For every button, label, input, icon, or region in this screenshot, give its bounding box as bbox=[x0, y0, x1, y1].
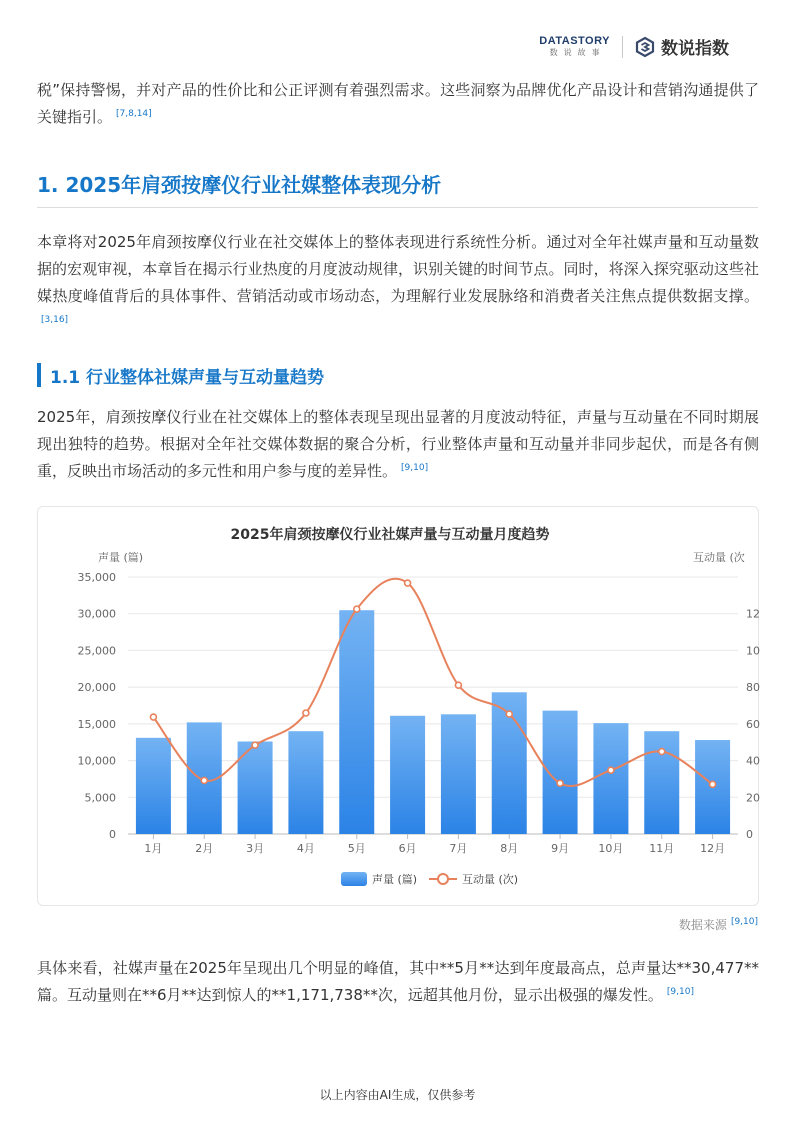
volume-bar[interactable] bbox=[339, 610, 374, 834]
chart-legend bbox=[341, 872, 518, 886]
section-1-1-text: 2025年，肩颈按摩仪行业在社交媒体上的整体表现呈现出显著的月度波动特征，声量与互动量在不同时期展现出独特的趋势。根据对全年社交媒体数据的聚合分析，行业整体声量和互动量并非同步起伏，而是各有侧重，反映出市场活动的多元性和用户参与度的差异性。 bbox=[37, 408, 759, 480]
section-1-ref[interactable]: [3,16] bbox=[41, 315, 69, 325]
interaction-point[interactable] bbox=[557, 780, 563, 786]
intro-paragraph bbox=[37, 77, 759, 131]
interaction-point[interactable] bbox=[354, 606, 360, 612]
y2-tick-label: 40 bbox=[746, 754, 760, 768]
y-tick-label: 15,000 bbox=[77, 717, 116, 731]
header-logos bbox=[539, 34, 729, 59]
y-tick-label: 30,000 bbox=[77, 607, 116, 621]
datastory-logo bbox=[539, 36, 610, 57]
volume-bar[interactable] bbox=[441, 714, 476, 834]
interaction-point[interactable] bbox=[608, 767, 614, 773]
section-1-text: 本章将对2025年肩颈按摩仪行业在社交媒体上的整体表现进行系统性分析。通过对全年社媒声量和互动量数据的宏观审视，本章旨在揭示行业热度的月度波动规律，识别关键的时间节点。同时，将深入探究驱动这些社媒热度峰值背后的具体事件、营销活动或市场动态，为理解行业发展脉络和消费者关注焦点提供数据支撑。 bbox=[37, 233, 759, 305]
x-tick-label: 12月 bbox=[700, 842, 726, 855]
intro-text: 税”保持警惕，并对产品的性价比和公正评测有着强烈需求。这些洞察为品牌优化产品设计和营销沟通提供了关键指引。 bbox=[37, 81, 759, 126]
section-1-1-paragraph bbox=[37, 404, 759, 485]
x-tick-label: 10月 bbox=[598, 842, 624, 855]
detail-ref[interactable]: [9,10] bbox=[666, 987, 694, 997]
y-axis-label: 声量 (篇) bbox=[98, 551, 144, 564]
datastory-logo-cn: 数说故事 bbox=[549, 48, 606, 57]
volume-bar[interactable] bbox=[288, 731, 323, 834]
interaction-point[interactable] bbox=[506, 711, 512, 717]
x-tick-label: 6月 bbox=[398, 842, 417, 855]
legend-volume[interactable]: 声量 (篇) bbox=[372, 873, 418, 886]
section-1-title: 1. 2025年肩颈按摩仪行业社媒整体表现分析 bbox=[37, 173, 442, 197]
x-tick-label: 11月 bbox=[649, 842, 675, 855]
source-ref[interactable]: [9,10] bbox=[730, 917, 758, 927]
volume-bar[interactable] bbox=[136, 738, 171, 834]
trend-chart bbox=[38, 507, 758, 905]
y-tick-label: 25,000 bbox=[77, 644, 116, 658]
interaction-line bbox=[153, 579, 712, 786]
x-tick-label: 4月 bbox=[296, 842, 315, 855]
section-1-1-accent-bar bbox=[37, 363, 41, 387]
y2-tick-label: 10 bbox=[746, 644, 760, 658]
x-tick-label: 9月 bbox=[551, 842, 570, 855]
interaction-point[interactable] bbox=[252, 742, 258, 748]
detail-paragraph bbox=[37, 955, 759, 1009]
shuoshuo-index-logo bbox=[635, 34, 729, 59]
interaction-point[interactable] bbox=[303, 710, 309, 716]
header-divider bbox=[622, 36, 623, 58]
x-tick-label: 8月 bbox=[500, 842, 519, 855]
footer-disclaimer: 以上内容由AI生成，仅供参考 bbox=[319, 1088, 476, 1102]
y-tick-label: 20,000 bbox=[77, 681, 116, 695]
y2-tick-label: 12 bbox=[746, 607, 760, 621]
section-1-1-ref[interactable]: [9,10] bbox=[401, 463, 429, 473]
volume-bar[interactable] bbox=[390, 716, 425, 834]
x-tick-label: 5月 bbox=[347, 842, 366, 855]
interaction-point[interactable] bbox=[455, 682, 461, 688]
x-tick-label: 1月 bbox=[144, 842, 163, 855]
source-label: 数据来源 bbox=[678, 918, 727, 932]
volume-bar[interactable] bbox=[593, 723, 628, 834]
section-1-1-title: 1.1 行业整体社媒声量与互动量趋势 bbox=[50, 367, 325, 388]
x-tick-label: 7月 bbox=[449, 842, 468, 855]
interaction-point[interactable] bbox=[710, 781, 716, 787]
legend-line-marker bbox=[438, 874, 448, 884]
interaction-point[interactable] bbox=[150, 714, 156, 720]
intro-ref[interactable]: [7,8,14] bbox=[116, 109, 152, 119]
legend-bar-swatch bbox=[341, 872, 367, 886]
y2-tick-label: 20 bbox=[746, 791, 760, 805]
y2-tick-label: 60 bbox=[746, 717, 760, 731]
section-1-1-heading bbox=[37, 362, 324, 388]
data-source bbox=[679, 916, 758, 933]
chart-title: 2025年肩颈按摩仪行业社媒声量与互动量月度趋势 bbox=[230, 527, 550, 543]
x-tick-label: 2月 bbox=[195, 842, 214, 855]
y2-tick-label: 80 bbox=[746, 681, 760, 695]
volume-bar[interactable] bbox=[644, 731, 679, 834]
datastory-logo-en: DATASTORY bbox=[539, 35, 610, 47]
y-tick-label: 10,000 bbox=[77, 754, 116, 768]
y-tick-label: 5,000 bbox=[84, 791, 116, 805]
shuoshuo-logo-icon bbox=[635, 37, 655, 57]
interaction-point[interactable] bbox=[405, 580, 411, 586]
legend-interaction[interactable]: 互动量 (次) bbox=[462, 873, 519, 886]
interaction-point[interactable] bbox=[201, 777, 207, 783]
section-1-paragraph bbox=[37, 229, 759, 337]
shuoshuo-logo-text: 数说指数 bbox=[661, 39, 729, 59]
detail-text: 具体来看，社媒声量在2025年呈现出几个明显的峰值，其中**5月**达到年度最高点，总声量达**30,477**篇。互动量则在**6月**达到惊人的**1,171,738**次，远超其他月份，显示出极强的爆发性。 bbox=[37, 959, 759, 1004]
y2-axis-label: 互动量 (次 bbox=[693, 551, 745, 564]
y-tick-label: 0 bbox=[109, 828, 116, 841]
chart-container bbox=[37, 506, 759, 906]
section-1-rule bbox=[37, 207, 758, 208]
y2-tick-label: 0 bbox=[746, 828, 753, 841]
y-tick-label: 35,000 bbox=[77, 571, 116, 584]
x-tick-label: 3月 bbox=[246, 842, 265, 855]
interaction-point[interactable] bbox=[659, 749, 665, 755]
